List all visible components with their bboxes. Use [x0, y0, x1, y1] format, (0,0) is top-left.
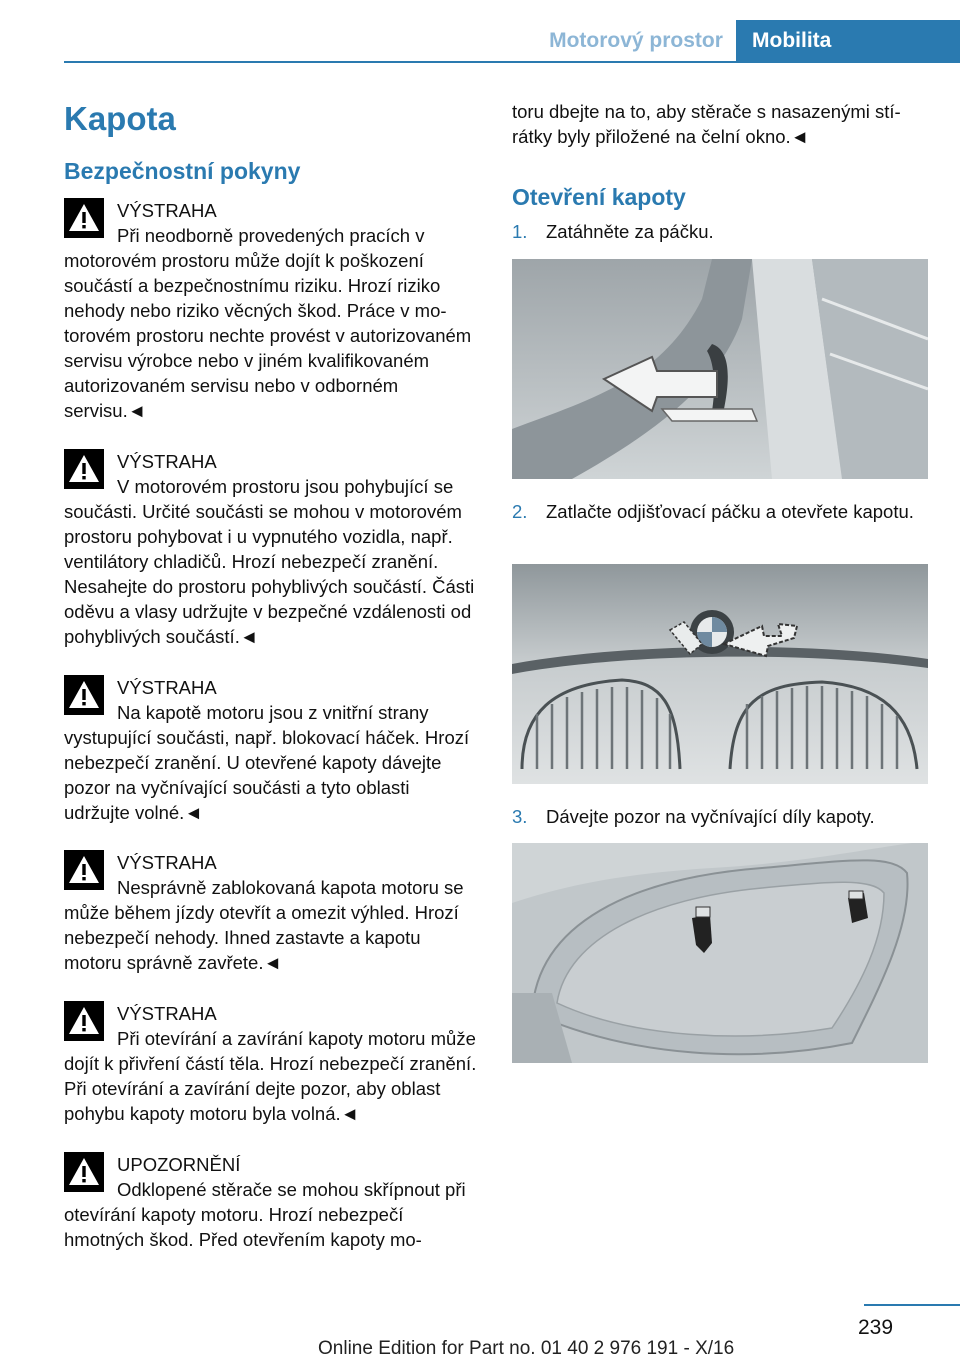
release-latch-photo [512, 564, 928, 784]
hood-underside-photo [512, 843, 928, 1063]
footer-rule [864, 1304, 960, 1306]
edition-footer: Online Edition for Part no. 01 40 2 976 191 - X/16 [318, 1338, 735, 1359]
warning-text: V motorovém prostoru jsou pohybující se součásti. Určité součásti se mohou v motorovém prostoru pohybovat i u vypnutého vozidla, např. ventilátory chladičů. Hrozí nebezpečí zranění. Nesahejte do prostoru pohyblivých součástí. Části oděvu a vlasy udržujte v bezpečné vzdálenosti od pohyblivých součástí.◄ [64, 476, 475, 647]
caution-heading: UPOZORNĚNÍ [117, 1154, 241, 1175]
safety-heading: Bezpečnostní pokyny [64, 158, 301, 184]
step-number: 2. [512, 501, 528, 522]
warning-text: Při otevírání a zavírání kapoty motoru může dojít k přivření částí těla. Hrozí nebezpečí zranění. Při otevírání a zavírání dejte pozor, aby oblast pohybu kapoty motoru byla volná.◄ [64, 1028, 477, 1124]
step-number: 1. [512, 221, 528, 242]
warning-heading: VÝSTRAHA [117, 1003, 217, 1024]
step-number: 3. [512, 806, 528, 827]
tab-mobilita[interactable]: Mobilita [736, 20, 960, 62]
tab-motorovy-prostor[interactable]: Motorový prostor [549, 29, 723, 52]
step-text: Dávejte pozor na vyčnívající díly kapoty. [546, 806, 875, 827]
step-text: Zatlačte odjišťovací páčku a otevřete kapotu. [546, 501, 914, 522]
caution-text: Odklopené stěrače se mohou skřípnout při otevírání kapoty motoru. Hrozí nebezpečí hmotných škod. Před otevřením kapoty mo- [64, 1179, 466, 1250]
warning-text: Nesprávně zablokovaná kapota motoru se může během jízdy otevřít a omezit výhled. Hrozí nebezpečí nehody. Ihned zastavte a kapotu motoru správně zavřete.◄ [64, 877, 464, 973]
warning-heading: VÝSTRAHA [117, 451, 217, 472]
warning-heading: VÝSTRAHA [117, 677, 217, 698]
warning-heading: VÝSTRAHA [117, 852, 217, 873]
step-text: Zatáhněte za páčku. [546, 221, 714, 242]
caution-text-continued: toru dbejte na to, aby stěrače s nasazenými stírátky byly přiložené na čelní okno.◄ [512, 101, 901, 147]
warning-text: Na kapotě motoru jsou z vnitřní strany vystupující součásti, např. blokovací háček. Hrozí nebezpečí zranění. U otevřené kapoty dávejte pozor na vyčnívající součásti a tyto oblasti udržujte volné.◄ [64, 702, 470, 823]
hood-lever-photo [512, 259, 928, 479]
page-title: Kapota [64, 100, 176, 137]
warning-heading: VÝSTRAHA [117, 200, 217, 221]
warning-text: Při neodborně provedených pracích v motorovém prostoru může dojít k poškození součástí a bezpečnostnímu riziku. Hrozí riziko nehody nebo riziko věcných škod. Práce v motorovém prostoru nechte provést v autorizovaném servisu výrobce nebo v jiném kvalifikovaném autorizovaném servisu nebo v odborném servisu.◄ [64, 225, 472, 421]
opening-heading: Otevření kapoty [512, 184, 686, 210]
page-number: 239 [858, 1316, 894, 1339]
